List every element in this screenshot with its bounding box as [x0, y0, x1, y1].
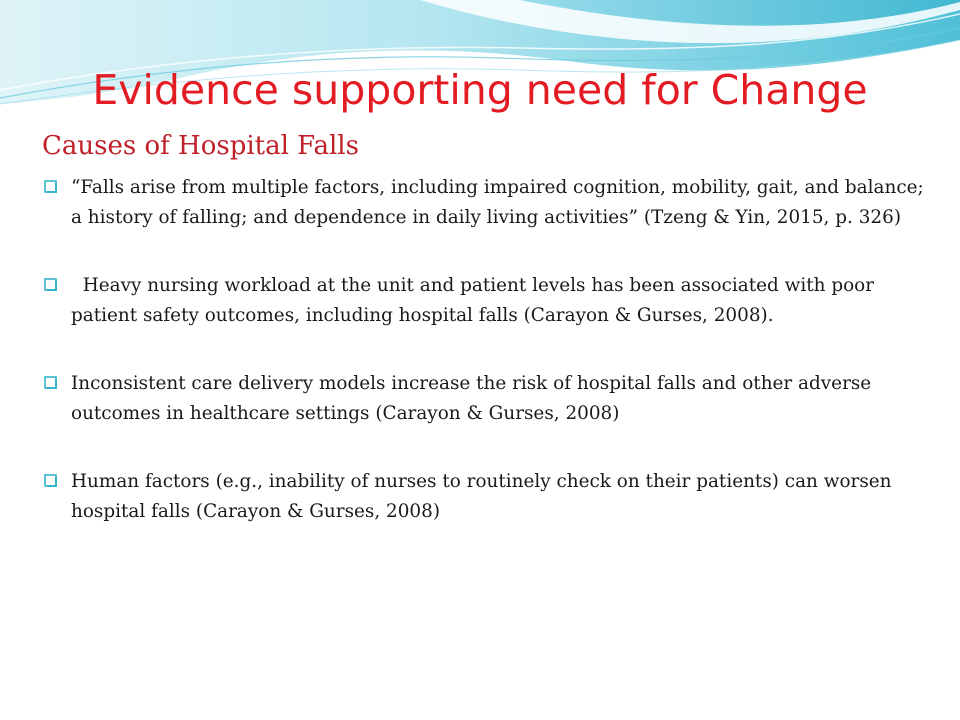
bullet-text: Heavy nursing workload at the unit and patient levels has been associated with poor patient safety outcomes, including hospital falls (Carayon & Gurses, 2008).	[71, 275, 880, 326]
bullet-text: Human factors (e.g., inability of nurses to routinely check on their patients) can worsen hospital falls (Carayon & Gurses, 2008)	[71, 471, 892, 522]
checkbox-square-icon	[44, 278, 58, 292]
bullet-list	[42, 173, 932, 527]
checkbox-square-icon	[44, 376, 58, 390]
bullet-item-4	[42, 467, 932, 527]
checkbox-square-icon	[44, 474, 58, 488]
checkbox-square-icon	[44, 180, 58, 194]
bullet-item-2	[42, 271, 932, 331]
bullet-text: “Falls arise from multiple factors, including impaired cognition, mobility, gait, and balance; a history of falling; and dependence in daily living activities” (Tzeng & Yin, 2015, p. 326)	[71, 177, 924, 228]
slide-title: Evidence supporting need for Change	[92, 66, 868, 114]
slide-subtitle: Causes of Hospital Falls	[42, 131, 359, 161]
bullet-item-3	[42, 369, 932, 429]
bullet-text: Inconsistent care delivery models increase the risk of hospital falls and other adverse outcomes in healthcare settings (Carayon & Gurses, 2008)	[71, 373, 872, 424]
bullet-item-1	[42, 173, 932, 233]
